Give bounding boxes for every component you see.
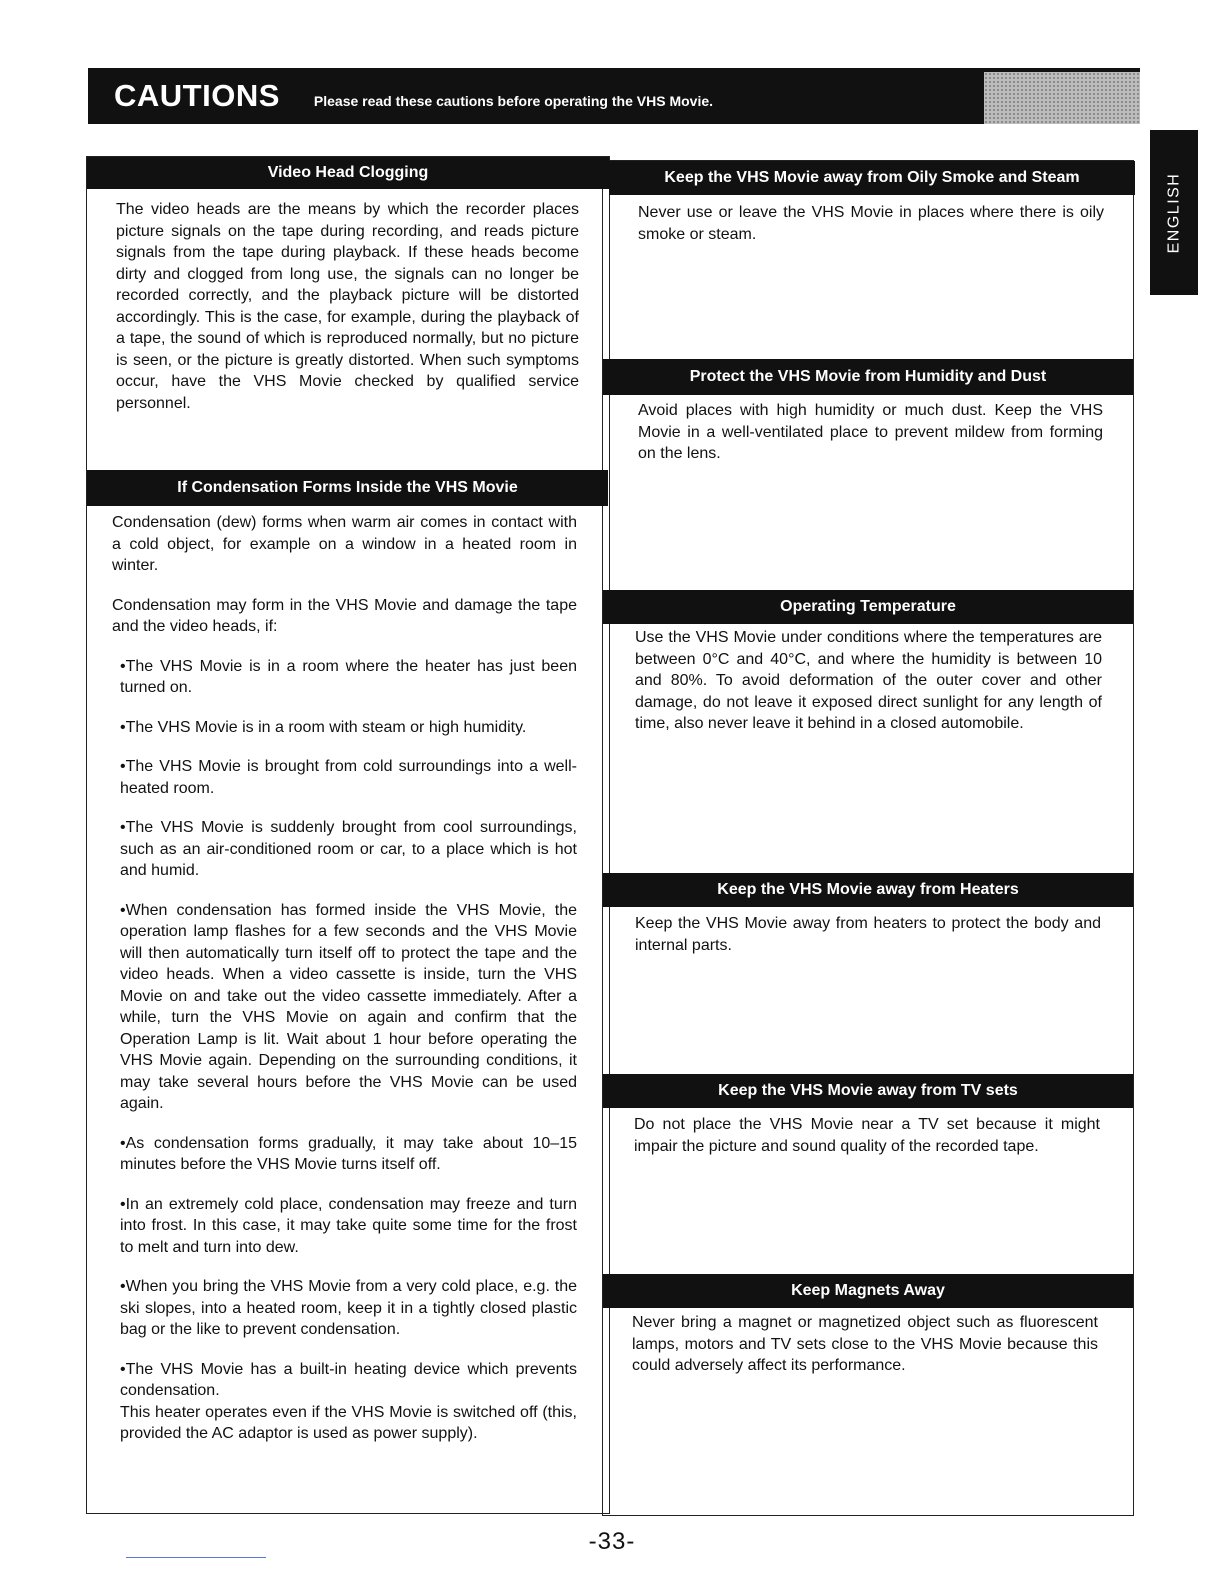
magnets-paragraph: Never bring a magnet or magnetized object such as fluorescent lamps, motors and TV sets close to the VHS Movie because this could adversely affect its performance. [632, 1314, 1098, 1374]
heaters-heading: Keep the VHS Movie away from Heaters [603, 873, 1133, 907]
video-head-text [116, 199, 579, 432]
condensation-bullet: •In an extremely cold place, condensation may freeze and turn into frost. In this case, it may take quite some time for the frost to melt and turn into dew. [120, 1195, 577, 1256]
humidity-paragraph: Avoid places with high humidity or much dust. Keep the VHS Movie in a well-ventilated place to prevent mildew from forming on the lens. [638, 402, 1103, 462]
language-tab [1150, 130, 1198, 295]
video-head-heading: Video Head Clogging [87, 157, 609, 189]
condensation-bullet: •The VHS Movie has a built-in heating device which prevents condensation. [120, 1360, 577, 1399]
condensation-heading: If Condensation Forms Inside the VHS Movie [87, 470, 608, 506]
bottom-rule [126, 1557, 266, 1558]
tv-sets-paragraph: Do not place the VHS Movie near a TV set because it might impair the picture and sound quality of the recorded tape. [634, 1116, 1100, 1155]
condensation-intro: Condensation (dew) forms when warm air comes in contact with a cold object, for example on a window in a heated room in winter. [112, 514, 577, 574]
humidity-text [638, 400, 1103, 483]
tv-sets-heading: Keep the VHS Movie away from TV sets [603, 1074, 1133, 1108]
heaters-text [635, 913, 1101, 974]
condensation-bullet: •The VHS Movie is in a room where the heater has just been turned on. [120, 657, 577, 696]
condensation-bullet: •The VHS Movie is in a room with steam or high humidity. [120, 718, 527, 736]
magnets-heading: Keep Magnets Away [603, 1274, 1133, 1308]
condensation-conditions: Condensation may form in the VHS Movie and damage the tape and the video heads, if: [112, 596, 577, 635]
condensation-bullet: •When you bring the VHS Movie from a very cold place, e.g. the ski slopes, into a heated room, keep it in a tightly closed plastic bag or the like to prevent condensation. [120, 1278, 577, 1338]
halftone-pattern [984, 72, 1140, 124]
humidity-heading: Protect the VHS Movie from Humidity and Dust [603, 359, 1133, 395]
condensation-bullet: •The VHS Movie is suddenly brought from cool surroundings, such as an air-conditioned room or car, to a place which is hot and humid. [120, 819, 577, 879]
condensation-heater-note: This heater operates even if the VHS Movie is switched off (this, provided the AC adaptor is used as power supply). [120, 1403, 577, 1442]
temperature-paragraph: Use the VHS Movie under conditions where the temperatures are between 0°C and 40°C, and where the humidity is between 10 and 80%. To avoid deformation of the outer cover and other damage, do not leave it exposed direct sunlight for any length of time, also never leave it behind in a closed automobile. [635, 629, 1102, 732]
condensation-bullet: •When condensation has formed inside the VHS Movie, the operation lamp flashes for a few seconds and the VHS Movie will then automatically turn itself off to protect the tape and the video heads. When a video cassette is inside, turn the VHS Movie on and take out the video cassette immediately. After a while, turn the VHS Movie on again and confirm that the Operation Lamp is lit. Wait about 1 hour before operating the VHS Movie again. Depending on the surrounding conditions, it may take several hours before the VHS Movie can be used again. [120, 901, 577, 1112]
video-head-paragraph: The video heads are the means by which the recorder places picture signals on the tape during recording, and reads picture signals from the tape during playback. If these heads become dirty and clogged from long use, the signals can no longer be recorded correctly, and the playback picture will be distorted accordingly. This is the case, for example, during the playback of a tape, the sound of which is reproduced normally, but no picture is seen, or the picture is greatly distorted. When such symptoms occur, have the VHS Movie checked by qualified service personnel. [116, 201, 579, 412]
page-subtitle: Please read these cautions before operating the VHS Movie. [313, 93, 714, 109]
cautions-banner [88, 68, 1140, 124]
oily-smoke-paragraph: Never use or leave the VHS Movie in places where there is oily smoke or steam. [638, 204, 1104, 243]
page-number: -33- [588, 1528, 636, 1555]
language-tab-label: ENGLISH [1165, 172, 1182, 253]
tv-sets-text [634, 1114, 1100, 1175]
oily-smoke-heading: Keep the VHS Movie away from Oily Smoke and Steam [609, 161, 1135, 195]
condensation-bullet: •The VHS Movie is brought from cold surroundings into a well-heated room. [120, 758, 577, 797]
temperature-text [635, 627, 1102, 753]
temperature-heading: Operating Temperature [603, 590, 1133, 624]
condensation-text [112, 512, 577, 1463]
page-title: CAUTIONS [114, 78, 280, 113]
oily-smoke-text [638, 202, 1104, 263]
magnets-text [632, 1312, 1098, 1395]
condensation-bullet: •As condensation forms gradually, it may take about 10–15 minutes before the VHS Movie turns itself off. [120, 1134, 577, 1173]
heaters-paragraph: Keep the VHS Movie away from heaters to protect the body and internal parts. [635, 915, 1101, 954]
